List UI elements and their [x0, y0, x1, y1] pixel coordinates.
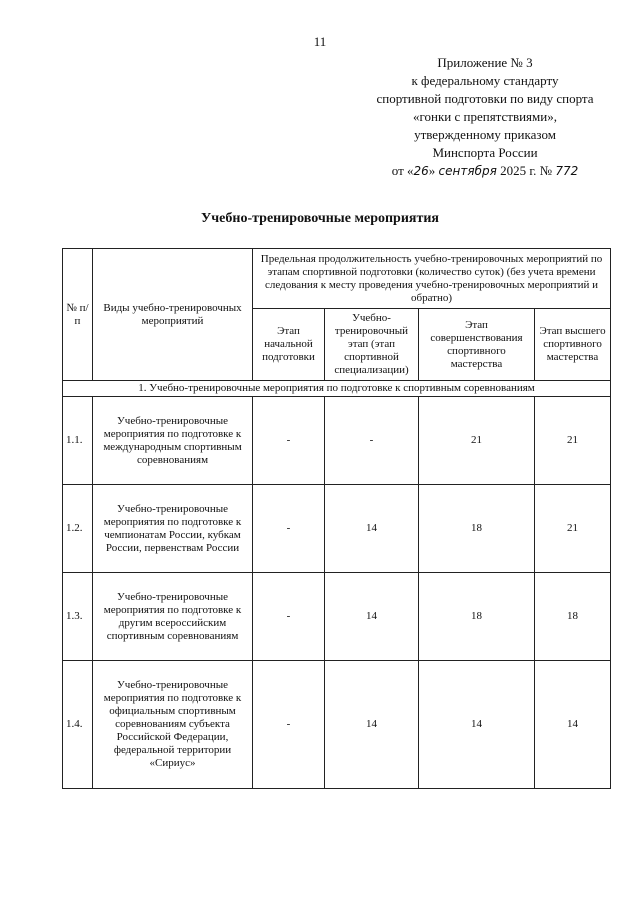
row-value: - — [253, 397, 325, 485]
appendix-line: к федеральному стандарту — [411, 73, 559, 88]
row-value: - — [253, 661, 325, 789]
events-table — [62, 248, 611, 789]
section-title: 1. Учебно-тренировочные мероприятия по подготовке к спортивным соревнованиям — [63, 381, 611, 397]
handwritten-order-number: 772 — [555, 164, 579, 178]
row-value: 14 — [535, 661, 611, 789]
appendix-line: Минспорта России — [432, 145, 538, 160]
appendix-line: утвержденному приказом — [414, 127, 556, 142]
row-number: 1.3. — [63, 573, 93, 661]
header-stage: Этап начальной подготовки — [253, 309, 325, 381]
date-year: 2025 г. № — [500, 163, 553, 178]
row-value: 18 — [419, 485, 535, 573]
appendix-block — [360, 54, 610, 180]
document-title: Учебно-тренировочные мероприятия — [201, 211, 439, 226]
row-number: 1.4. — [63, 661, 93, 789]
row-value: 18 — [419, 573, 535, 661]
date-prefix: от « — [391, 163, 414, 178]
row-value: 21 — [535, 397, 611, 485]
header-kind: Виды учебно-тренировочных мероприятий — [93, 249, 253, 381]
order-date-line — [360, 162, 610, 180]
appendix-line: «гонки с препятствиями», — [413, 109, 557, 124]
page-number: 11 — [313, 34, 327, 49]
row-number: 1.2. — [63, 485, 93, 573]
header-stage: Этап совершенствования спортивного мастерства — [419, 309, 535, 381]
row-kind: Учебно-тренировочные мероприятия по подготовке к другим всероссийским спортивным соревнованиям — [93, 573, 253, 661]
handwritten-day: 26 — [413, 164, 429, 178]
row-value: - — [253, 485, 325, 573]
row-kind: Учебно-тренировочные мероприятия по подготовке к международным спортивным соревнованиям — [93, 397, 253, 485]
table-row — [63, 485, 611, 573]
row-value: 14 — [325, 573, 419, 661]
header-stage: Этап высшего спортивного мастерства — [535, 309, 611, 381]
header-stage: Учебно-тренировочный этап (этап спортивной специализации) — [325, 309, 419, 381]
row-value: 14 — [325, 485, 419, 573]
row-value: 18 — [535, 573, 611, 661]
handwritten-month: сентября — [438, 164, 497, 178]
appendix-line: Приложение № 3 — [437, 55, 533, 70]
row-kind: Учебно-тренировочные мероприятия по подготовке к чемпионатам России, кубкам России, первенствам России — [93, 485, 253, 573]
row-value: - — [253, 573, 325, 661]
table-row — [63, 397, 611, 485]
row-value: 14 — [419, 661, 535, 789]
row-value: 21 — [419, 397, 535, 485]
row-number: 1.1. — [63, 397, 93, 485]
row-value: 21 — [535, 485, 611, 573]
table-row — [63, 573, 611, 661]
row-value: 14 — [325, 661, 419, 789]
date-mid: » — [428, 163, 436, 178]
row-value: - — [325, 397, 419, 485]
row-kind: Учебно-тренировочные мероприятия по подготовке к официальным спортивным соревнованиям субъекта Российской Федерации, федеральной территории «Сириус» — [93, 661, 253, 789]
header-duration-group: Предельная продолжительность учебно-тренировочных мероприятий по этапам спортивной подготовки (количество суток) (без учета времени следования к месту проведения учебно-тренировочных мероприятий и обратно) — [253, 249, 611, 309]
section-row — [63, 381, 611, 397]
appendix-line: спортивной подготовки по виду спорта — [376, 91, 594, 106]
header-number: № п/п — [63, 249, 93, 381]
table-header-row — [63, 249, 611, 309]
table-row — [63, 661, 611, 789]
